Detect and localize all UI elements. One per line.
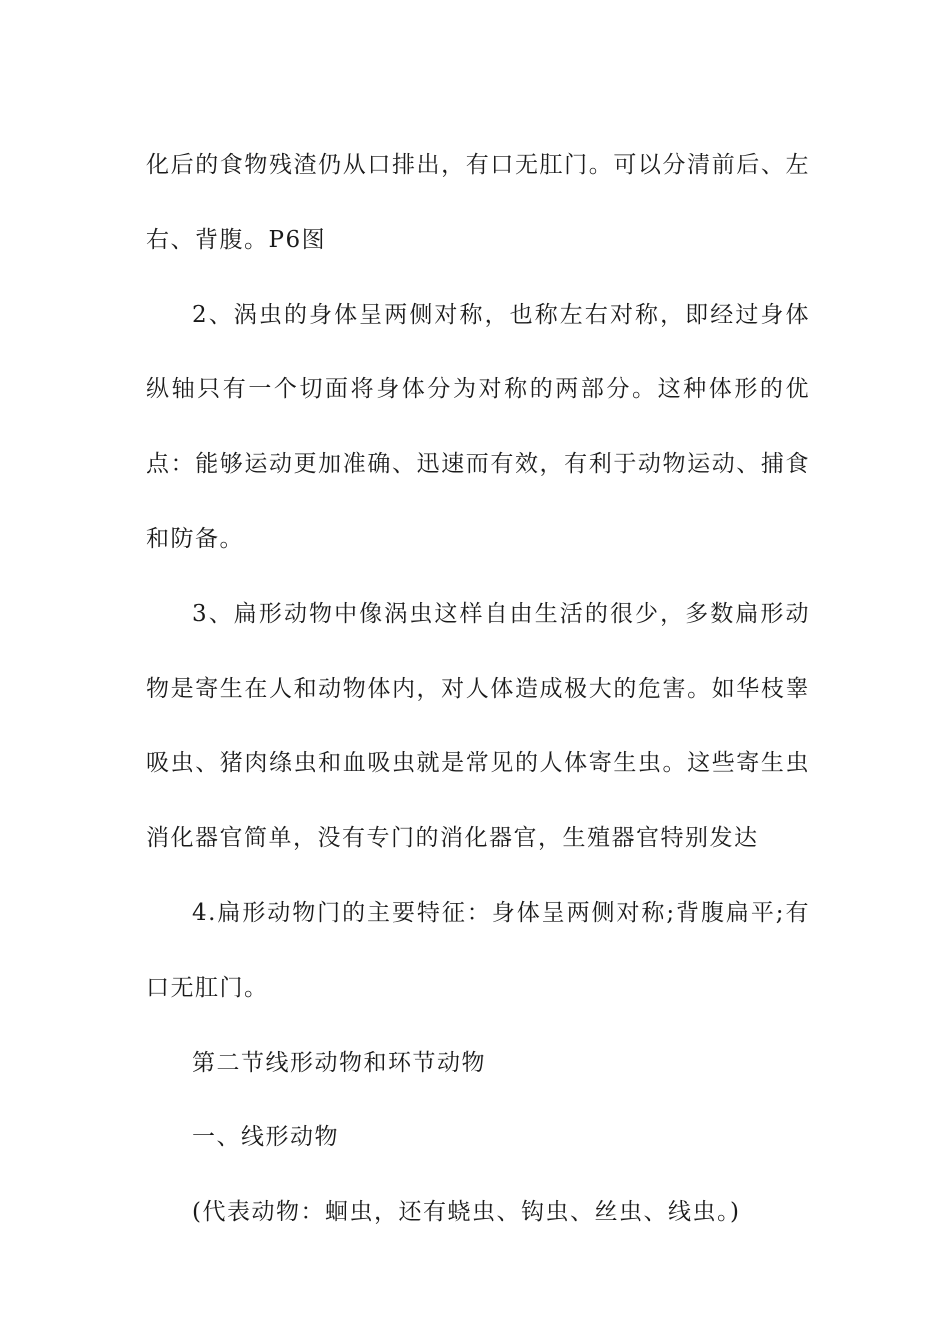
paragraph-flatworm-symmetry: 2、涡虫的身体呈两侧对称，也称左右对称，即经过身体纵轴只有一个切面将身体分为对称的两部分。这种体形的优点：能够运动更加准确、迅速而有效，有利于动物运动、捕食和防备。 [146, 301, 810, 552]
paragraph-parasitic-flatworms: 3、扁形动物中像涡虫这样自由生活的很少，多数扁形动物是寄生在人和动物体内，对人体造成极大的危害。如华枝睾吸虫、猪肉绦虫和血吸虫就是常见的人体寄生虫。这些寄生虫消化器官简单，没有专门的消化器官，生殖器官特别发达 [146, 600, 810, 852]
paragraph-flatworm-features: 4.扁形动物门的主要特征：身体呈两侧对称;背腹扁平;有口无肛门。 [146, 899, 810, 1001]
paragraph-continuation: 化后的食物残渣仍从口排出，有口无肛门。可以分清前后、左右、背腹。P6图 [146, 152, 810, 253]
subsection-heading: 一、线形动物 [192, 1124, 339, 1151]
section-heading: 第二节线形动物和环节动物 [192, 1049, 486, 1076]
body-text [146, 128, 810, 1250]
paragraph-representative-animals: (代表动物：蛔虫，还有蛲虫、钩虫、丝虫、线虫。) [192, 1199, 741, 1226]
